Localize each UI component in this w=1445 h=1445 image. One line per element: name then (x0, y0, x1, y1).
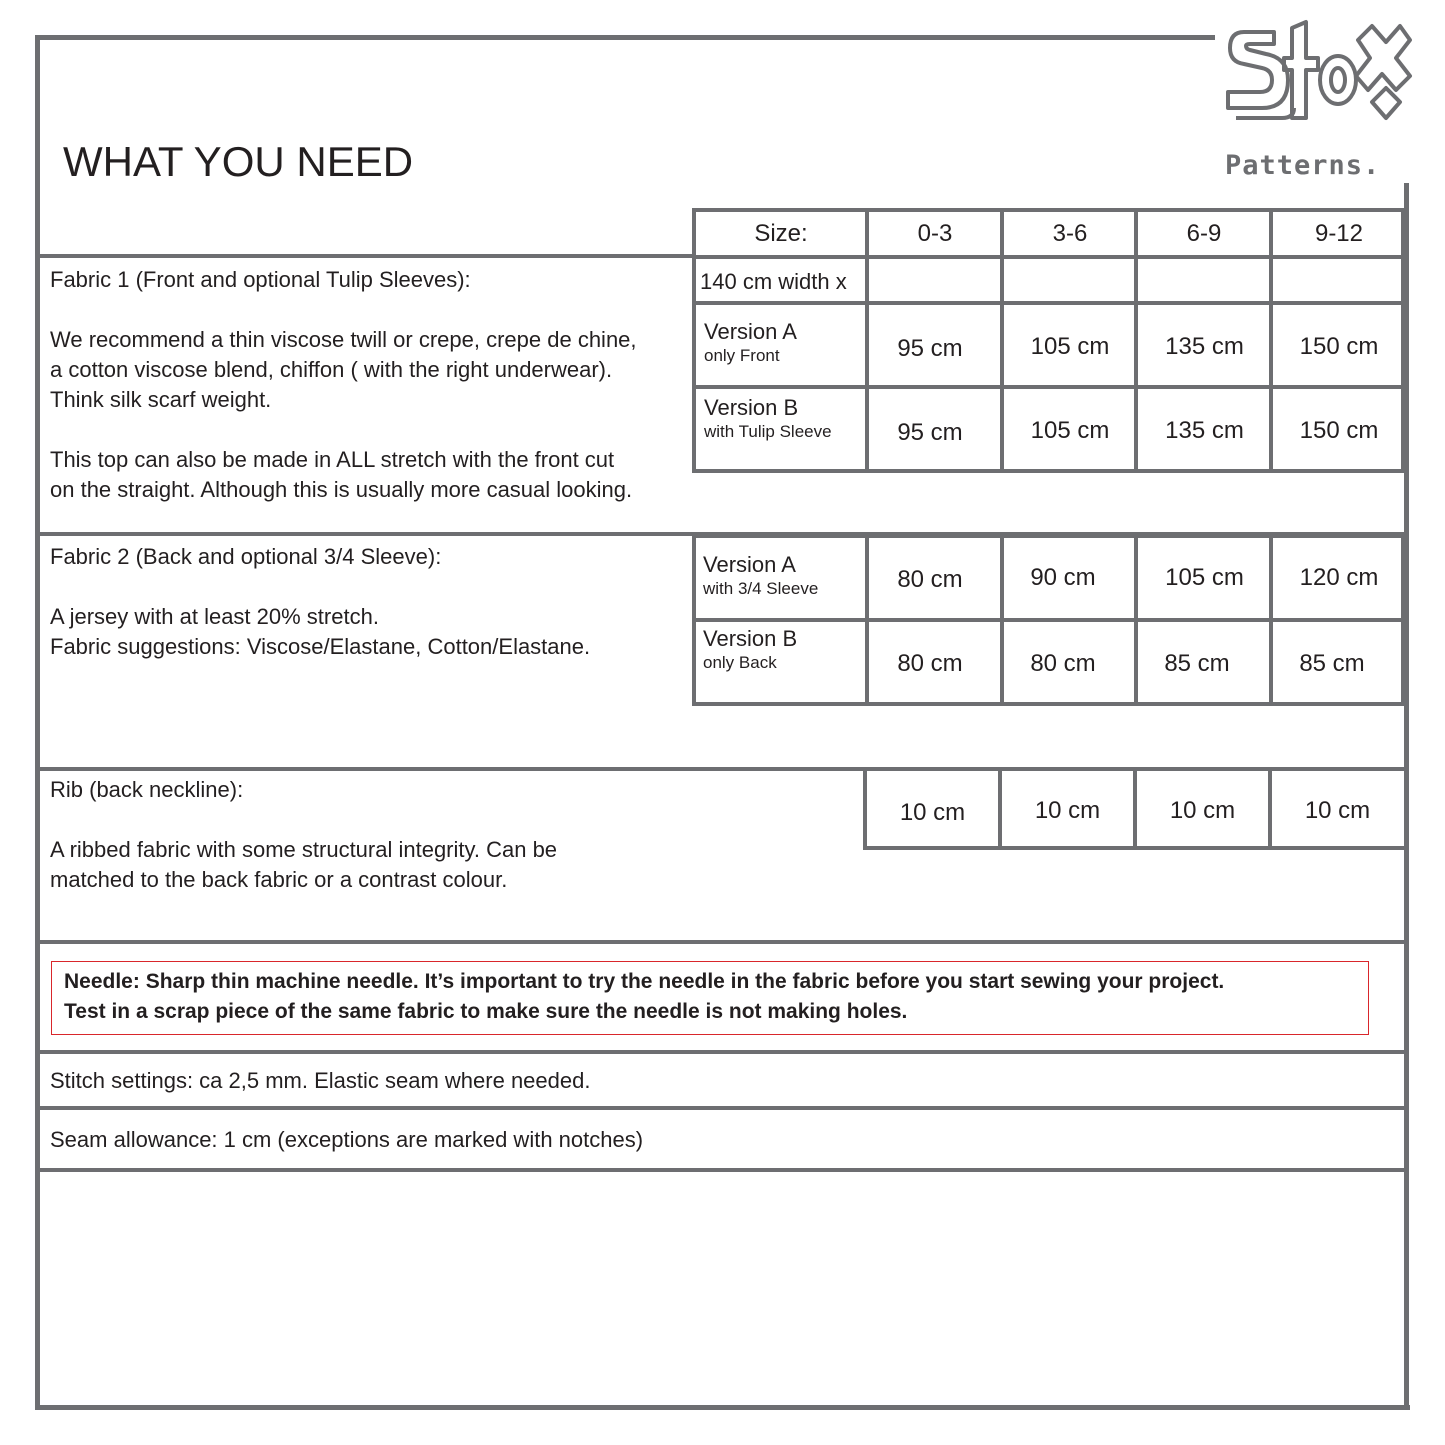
fabric1-line: We recommend a thin viscose twill or crepe, crepe de chine, (50, 327, 637, 352)
rib-6-9: 10 cm (1169, 797, 1236, 824)
divider-bottom (40, 1168, 1405, 1172)
fabric2-line: A jersey with at least 20% stretch. (50, 604, 379, 629)
fabric1-a-9-12: 150 cm (1299, 333, 1379, 360)
rib-9-12: 10 cm (1304, 797, 1371, 824)
frame-top (35, 35, 1215, 40)
size-9-12: 9-12 (1314, 219, 1364, 247)
divider-needle (40, 940, 1405, 944)
fabric2-heading: Fabric 2 (Back and optional 3/4 Sleeve): (50, 544, 442, 569)
fabric1-a-6-9: 135 cm (1165, 333, 1244, 360)
divider-header (40, 254, 695, 258)
fabric1-a-3-6: 105 cm (1030, 333, 1110, 360)
fabric1-b-3-6: 105 cm (1030, 417, 1110, 444)
fabric2-b-9-12: 85 cm (1299, 650, 1365, 677)
logo-subtitle: Patterns. (1225, 150, 1381, 181)
fabric1-heading: Fabric 1 (Front and optional Tulip Sleeves): (50, 267, 471, 292)
width-label: 140 cm width x (700, 269, 847, 294)
fabric1-table (692, 255, 1405, 473)
fabric1-line: on the straight. Although this is usually more casual looking. (50, 477, 633, 502)
size-label: Size: (754, 219, 808, 247)
rib-3-6: 10 cm (1034, 797, 1101, 824)
rib-heading: Rib (back neckline): (50, 777, 244, 802)
divider-rib (40, 767, 865, 771)
seam-allowance: Seam allowance: 1 cm (exceptions are marked with notches) (50, 1127, 644, 1152)
stitch-settings: Stitch settings: ca 2,5 mm. Elastic seam where needed. (50, 1068, 591, 1093)
frame-bottom (35, 1405, 1410, 1410)
size-0-3: 0-3 (917, 219, 953, 247)
fabric2-b-3-6: 80 cm (1030, 650, 1096, 677)
logo (1222, 18, 1414, 186)
fabric1-version-b-label: Version B with Tulip Sleeve (704, 395, 832, 441)
frame-left (35, 35, 40, 1410)
fabric1-a-0-3: 95 cm (897, 335, 963, 362)
fabric2-version-b-label: Version B only Back (703, 626, 798, 672)
divider-seam (40, 1106, 1405, 1110)
size-3-6: 3-6 (1052, 219, 1088, 247)
fabric2-a-6-9: 105 cm (1165, 564, 1244, 591)
fabric2-table (692, 534, 1405, 706)
needle-line-2: Test in a scrap piece of the same fabric to make sure the needle is not making holes. (64, 1000, 908, 1023)
rib-line: A ribbed fabric with some structural integrity. Can be (50, 837, 558, 862)
fabric2-b-0-3: 80 cm (897, 650, 963, 677)
fabric1-version-a-label: Version A only Front (704, 319, 797, 365)
fabric2-b-6-9: 85 cm (1164, 650, 1230, 677)
fabric1-b-6-9: 135 cm (1165, 417, 1244, 444)
rib-0-3: 10 cm (899, 799, 966, 826)
needle-line-1: Needle: Sharp thin machine needle. It’s important to try the needle in the fabric before you start sewing your project. (64, 970, 1225, 993)
stox-logo-icon (1222, 18, 1414, 148)
divider-stitch (40, 1050, 1405, 1054)
fabric1-b-9-12: 150 cm (1299, 417, 1379, 444)
size-header-table (692, 208, 1405, 259)
fabric2-a-9-12: 120 cm (1299, 564, 1379, 591)
fabric1-line: a cotton viscose blend, chiffon ( with the right underwear). (50, 357, 613, 382)
fabric1-b-0-3: 95 cm (897, 419, 963, 446)
rib-line: matched to the back fabric or a contrast colour. (50, 867, 508, 892)
fabric1-line: This top can also be made in ALL stretch with the front cut (50, 447, 615, 472)
page-title: WHAT YOU NEED (63, 138, 414, 185)
size-6-9: 6-9 (1186, 219, 1222, 247)
fabric2-line: Fabric suggestions: Viscose/Elastane, Cotton/Elastane. (50, 634, 591, 659)
fabric2-a-3-6: 90 cm (1030, 564, 1096, 591)
needle-note (51, 961, 1369, 1035)
fabric1-line: Think silk scarf weight. (50, 387, 272, 412)
fabric2-a-0-3: 80 cm (897, 566, 963, 593)
fabric2-version-a-label: Version A with 3/4 Sleeve (703, 552, 819, 598)
